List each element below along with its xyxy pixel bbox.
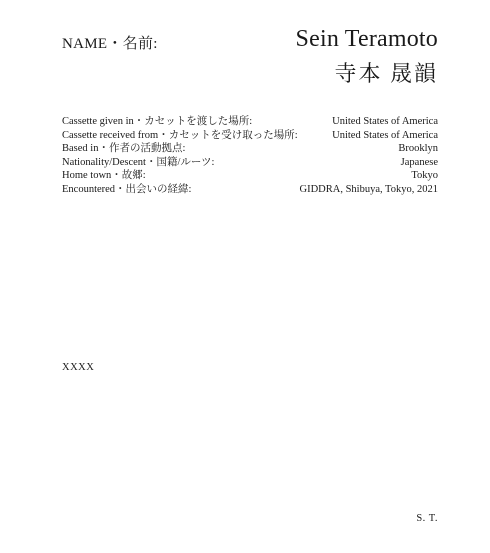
- info-row-cassette-received: [62, 129, 438, 143]
- info-label: Nationality/Descent・国籍/ルーツ:: [62, 156, 215, 168]
- info-label: Cassette given in・カセットを渡した場所:: [62, 116, 253, 127]
- info-label: Based in・作者の活動拠点:: [62, 143, 186, 154]
- info-row-nationality: [62, 156, 438, 170]
- info-label: Encountered・出会いの経緯:: [62, 183, 192, 195]
- info-list: [62, 115, 438, 196]
- initials: S. T.: [416, 513, 438, 524]
- info-value: Tokyo: [411, 170, 438, 181]
- name-english: Sein Teramoto: [295, 26, 438, 52]
- info-value: Japanese: [400, 156, 438, 168]
- info-value: United States of America: [332, 116, 438, 127]
- info-value: GIDDRA, Shibuya, Tokyo, 2021: [299, 183, 438, 195]
- info-value: Brooklyn: [398, 143, 438, 154]
- info-row-cassette-given: [62, 115, 438, 129]
- name-label: NAME・名前:: [62, 36, 158, 52]
- info-value: United States of America: [332, 129, 438, 141]
- info-row-home-town: [62, 169, 438, 183]
- info-label: Cassette received from・カセットを受け取った場所:: [62, 129, 298, 141]
- info-row-encountered: [62, 183, 438, 197]
- name-japanese: 寺本 晟韻: [334, 61, 438, 86]
- note-text: XXXX: [62, 362, 95, 373]
- info-row-based-in: [62, 142, 438, 156]
- info-label: Home town・故郷:: [62, 170, 146, 181]
